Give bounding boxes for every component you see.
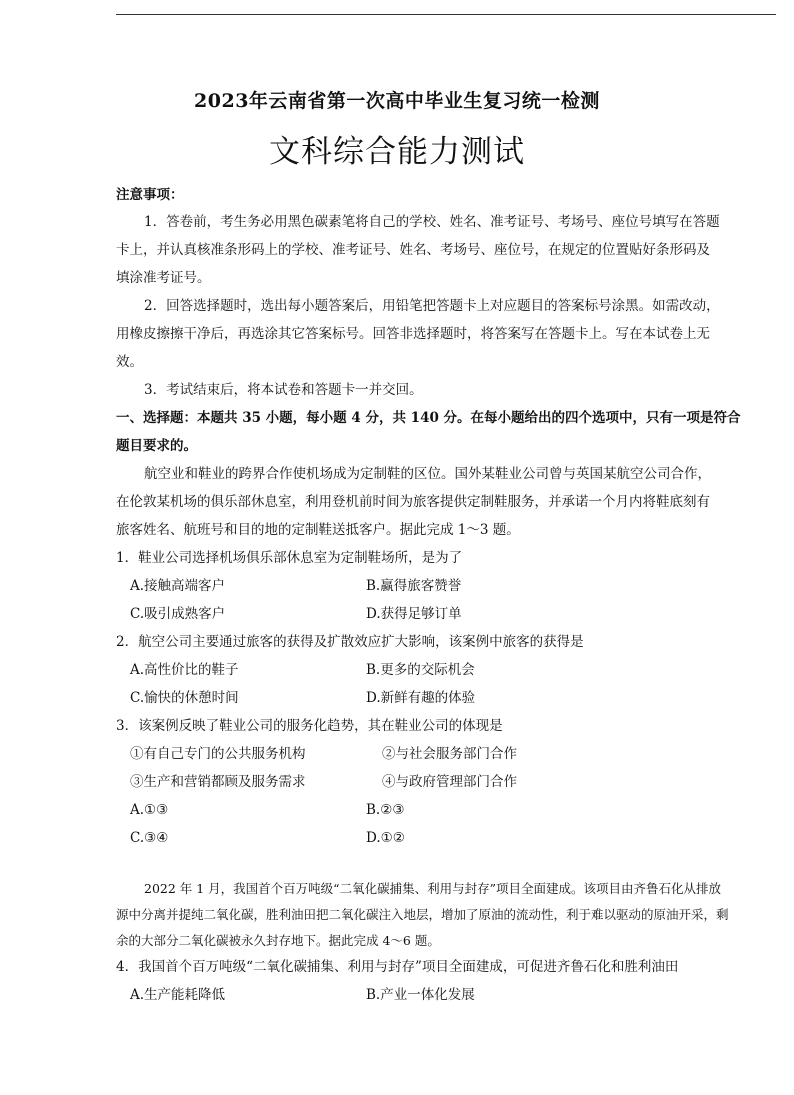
answer-option: C.吸引成熟客户 xyxy=(130,606,226,622)
passage-line: 源中分离并提纯二氧化碳，胜利油田把二氧化碳注入地层，增加了原油的流动性，利于难以驱动的原油开采，剩 xyxy=(116,907,729,922)
answer-option: B.更多的交际机会 xyxy=(366,662,475,678)
section-heading: 一、选择题：本题共 35 小题，每小题 4 分，共 140 分。在每小题给出的四个选项中，只有一项是符合 xyxy=(116,410,741,426)
passage-line: 在伦敦某机场的俱乐部休息室，利用登机前时间为旅客提供定制鞋服务，并承诺一个月内将鞋底刻有 xyxy=(116,494,710,510)
question-stem: 2．航空公司主要通过旅客的获得及扩散效应扩大影响，该案例中旅客的获得是 xyxy=(116,634,584,650)
statement-item: ③生产和营销都顾及服务需求 xyxy=(130,774,306,790)
section-heading: 题目要求的。 xyxy=(116,438,197,454)
answer-option: A.高性价比的鞋子 xyxy=(130,662,239,678)
answer-option: D.①② xyxy=(366,830,405,846)
answer-option: B.产业一体化发展 xyxy=(366,987,475,1003)
header-rule xyxy=(116,14,776,15)
notes-heading: 注意事项： xyxy=(116,187,184,203)
exam-title: 2023年云南省第一次高中毕业生复习统一检测 xyxy=(194,90,600,112)
answer-option: D.新鲜有趣的体验 xyxy=(366,690,476,706)
notes-line: 3．考试结束后，将本试卷和答题卡一并交回。 xyxy=(144,382,423,398)
question-stem: 1．鞋业公司选择机场俱乐部休息室为定制鞋场所，是为了 xyxy=(116,550,463,566)
exam-subtitle: 文科综合能力测试 xyxy=(269,134,525,170)
notes-line: 卡上，并认真核准条形码上的学校、准考证号、姓名、考场号、座位号，在规定的位置贴好条形码及 xyxy=(116,242,710,258)
statement-item: ②与社会服务部门合作 xyxy=(382,746,517,762)
notes-line: 效。 xyxy=(116,354,143,370)
passage-line: 旅客姓名、航班号和目的地的定制鞋送抵客户。据此完成 1～3 题。 xyxy=(116,522,520,538)
statement-item: ④与政府管理部门合作 xyxy=(382,774,517,790)
notes-line: 2．回答选择题时，选出每小题答案后，用铅笔把答题卡上对应题目的答案标号涂黑。如需改动， xyxy=(144,298,720,314)
passage-line: 余的大部分二氧化碳被永久封存地下。据此完成 4～6 题。 xyxy=(116,933,440,948)
answer-option: C.③④ xyxy=(130,830,169,846)
question-stem: 4．我国首个百万吨级“二氧化碳捕集、利用与封存”项目全面建成，可促进齐鲁石化和胜利油田 xyxy=(116,959,679,975)
answer-option: B.②③ xyxy=(366,802,405,818)
answer-option: A.接触高端客户 xyxy=(130,578,226,594)
passage-line: 2022 年 1 月，我国首个百万吨级“二氧化碳捕集、利用与封存”项目全面建成。该项目由齐鲁石化从排放 xyxy=(144,881,721,896)
notes-line: 填涂准考证号。 xyxy=(116,270,211,286)
statement-item: ①有自己专门的公共服务机构 xyxy=(130,746,306,762)
answer-option: A.①③ xyxy=(130,802,169,818)
answer-option: D.获得足够订单 xyxy=(366,606,462,622)
answer-option: C.愉快的休憩时间 xyxy=(130,690,239,706)
answer-option: A.生产能耗降低 xyxy=(130,987,226,1003)
notes-line: 用橡皮擦擦干净后，再选涂其它答案标号。回答非选择题时，将答案写在答题卡上。写在本试卷上无 xyxy=(116,326,710,342)
question-stem: 3．该案例反映了鞋业公司的服务化趋势，其在鞋业公司的体现是 xyxy=(116,718,503,734)
notes-line: 1．答卷前，考生务必用黑色碳素笔将自己的学校、姓名、准考证号、考场号、座位号填写在答题 xyxy=(144,214,720,230)
answer-option: B.赢得旅客赞誉 xyxy=(366,578,462,594)
passage-line: 航空业和鞋业的跨界合作使机场成为定制鞋的区位。国外某鞋业公司曾与英国某航空公司合作， xyxy=(144,466,711,482)
